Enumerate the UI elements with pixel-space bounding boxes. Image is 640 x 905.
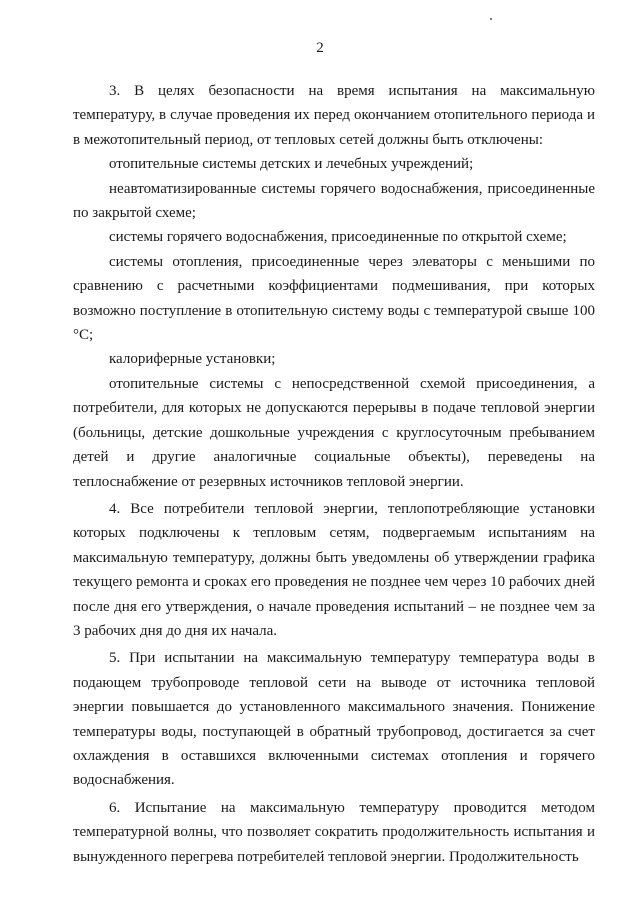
document-body — [73, 79, 595, 869]
list-item-open-hot-water: системы горячего водоснабжения, присоединенные по открытой схеме; — [109, 229, 567, 246]
list-item-heating-children: отопительные системы детских и лечебных учреждений; — [109, 156, 474, 173]
list-item-elevator-heating: системы отопления, присоединенные через элеваторы с меньшими по сравнению с расчетными коэффициентами подмешивания, при которых возможно поступление в отопительную систему воды с температурой свыше 100 °С; — [73, 253, 595, 344]
paragraph-4: 4. Все потребители тепловой энергии, теплопотребляющие установки которых подключены к тепловым сетям, подвергаемым испытаниям на максимальную температуру, должны быть уведомлены об утверждении графика текущего ремонта и сроках его проведения не позднее чем через 10 рабочих дней после дня его утверждения, о начале проведения испытаний – не позднее чем за 3 рабочих дня до дня их начала. — [73, 500, 595, 639]
page-number: 2 — [316, 40, 324, 56]
paragraph-5: 5. При испытании на максимальную температуру температура воды в подающем трубопроводе тепловой сети на выводе от источника тепловой энергии повышается до установленного максимального значения. Понижение температуры воды, поступающей в обратный трубопровод, достигается за счет охлаждения в оставшихся включенными системах отопления и горячего водоснабжения. — [73, 650, 595, 789]
paragraph-3-intro: 3. В целях безопасности на время испытания на максимальную температуру, в случае проведения их перед окончанием отопительного периода и в межотопительный период, от тепловых сетей должны быть отключены: — [73, 83, 595, 148]
paragraph-6: 6. Испытание на максимальную температуру проводится методом температурной волны, что позволяет сократить продолжительность испытания и вынужденного перегрева потребителей тепловой энергии. Продолжительность — [73, 799, 595, 865]
list-item-direct-heating: отопительные системы с непосредственной схемой присоединения, а потребители, для которых не допускаются перерывы в подаче тепловой энергии (больницы, детские дошкольные учреждения с круглосуточным пребыванием детей и другие аналогичные социальные объекты), переведены на теплоснабжение от резервных источников тепловой энергии. — [73, 375, 595, 490]
scan-speck — [490, 18, 492, 20]
list-item-closed-hot-water: неавтоматизированные системы горячего водоснабжения, присоединенные по закрытой схеме; — [73, 180, 595, 222]
list-item-calorifer: калориферные установки; — [109, 351, 276, 368]
